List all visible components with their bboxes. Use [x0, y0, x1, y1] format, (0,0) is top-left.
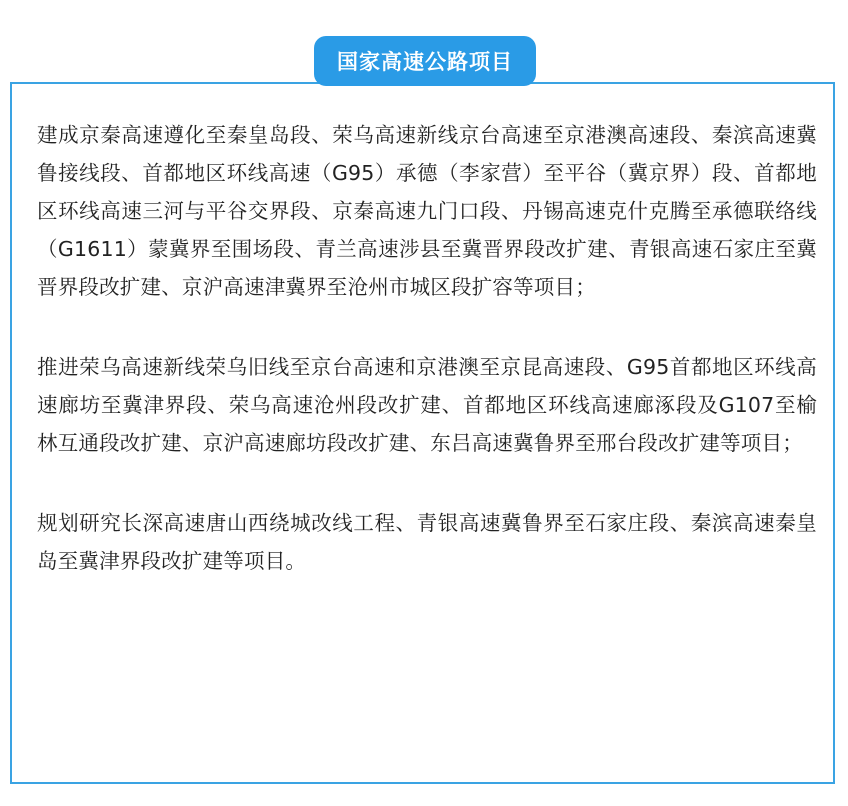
paragraph-completed: 建成京秦高速遵化至秦皇岛段、荣乌高速新线京台高速至京港澳高速段、秦滨高速冀鲁接线段、首都地区环线高速（G95）承德（李家营）至平谷（冀京界）段、首都地区环线高速三河与平谷交界段、京秦高速九门口段、丹锡高速克什克腾至承德联络线（G1611）蒙冀界至围场段、青兰高速涉县至冀晋界段改扩建、青银高速石家庄至冀晋界段改扩建、京沪高速津冀界至沧州市城区段扩容等项目；	[37, 123, 817, 299]
section-title-badge	[314, 36, 536, 86]
paragraph-planned: 规划研究长深高速唐山西绕城改线工程、青银高速冀鲁界至石家庄段、秦滨高速秦皇岛至冀津界段改扩建等项目。	[37, 511, 817, 573]
body-text	[37, 116, 817, 580]
section-title: 国家高速公路项目	[337, 50, 513, 74]
paragraph-in-progress: 推进荣乌高速新线荣乌旧线至京台高速和京港澳至京昆高速段、G95首都地区环线高速廊坊至冀津界段、荣乌高速沧州段改扩建、首都地区环线高速廊涿段及G107至榆林互通段改扩建、京沪高速廊坊段改扩建、东吕高速冀鲁界至邢台段改扩建等项目；	[37, 355, 817, 455]
